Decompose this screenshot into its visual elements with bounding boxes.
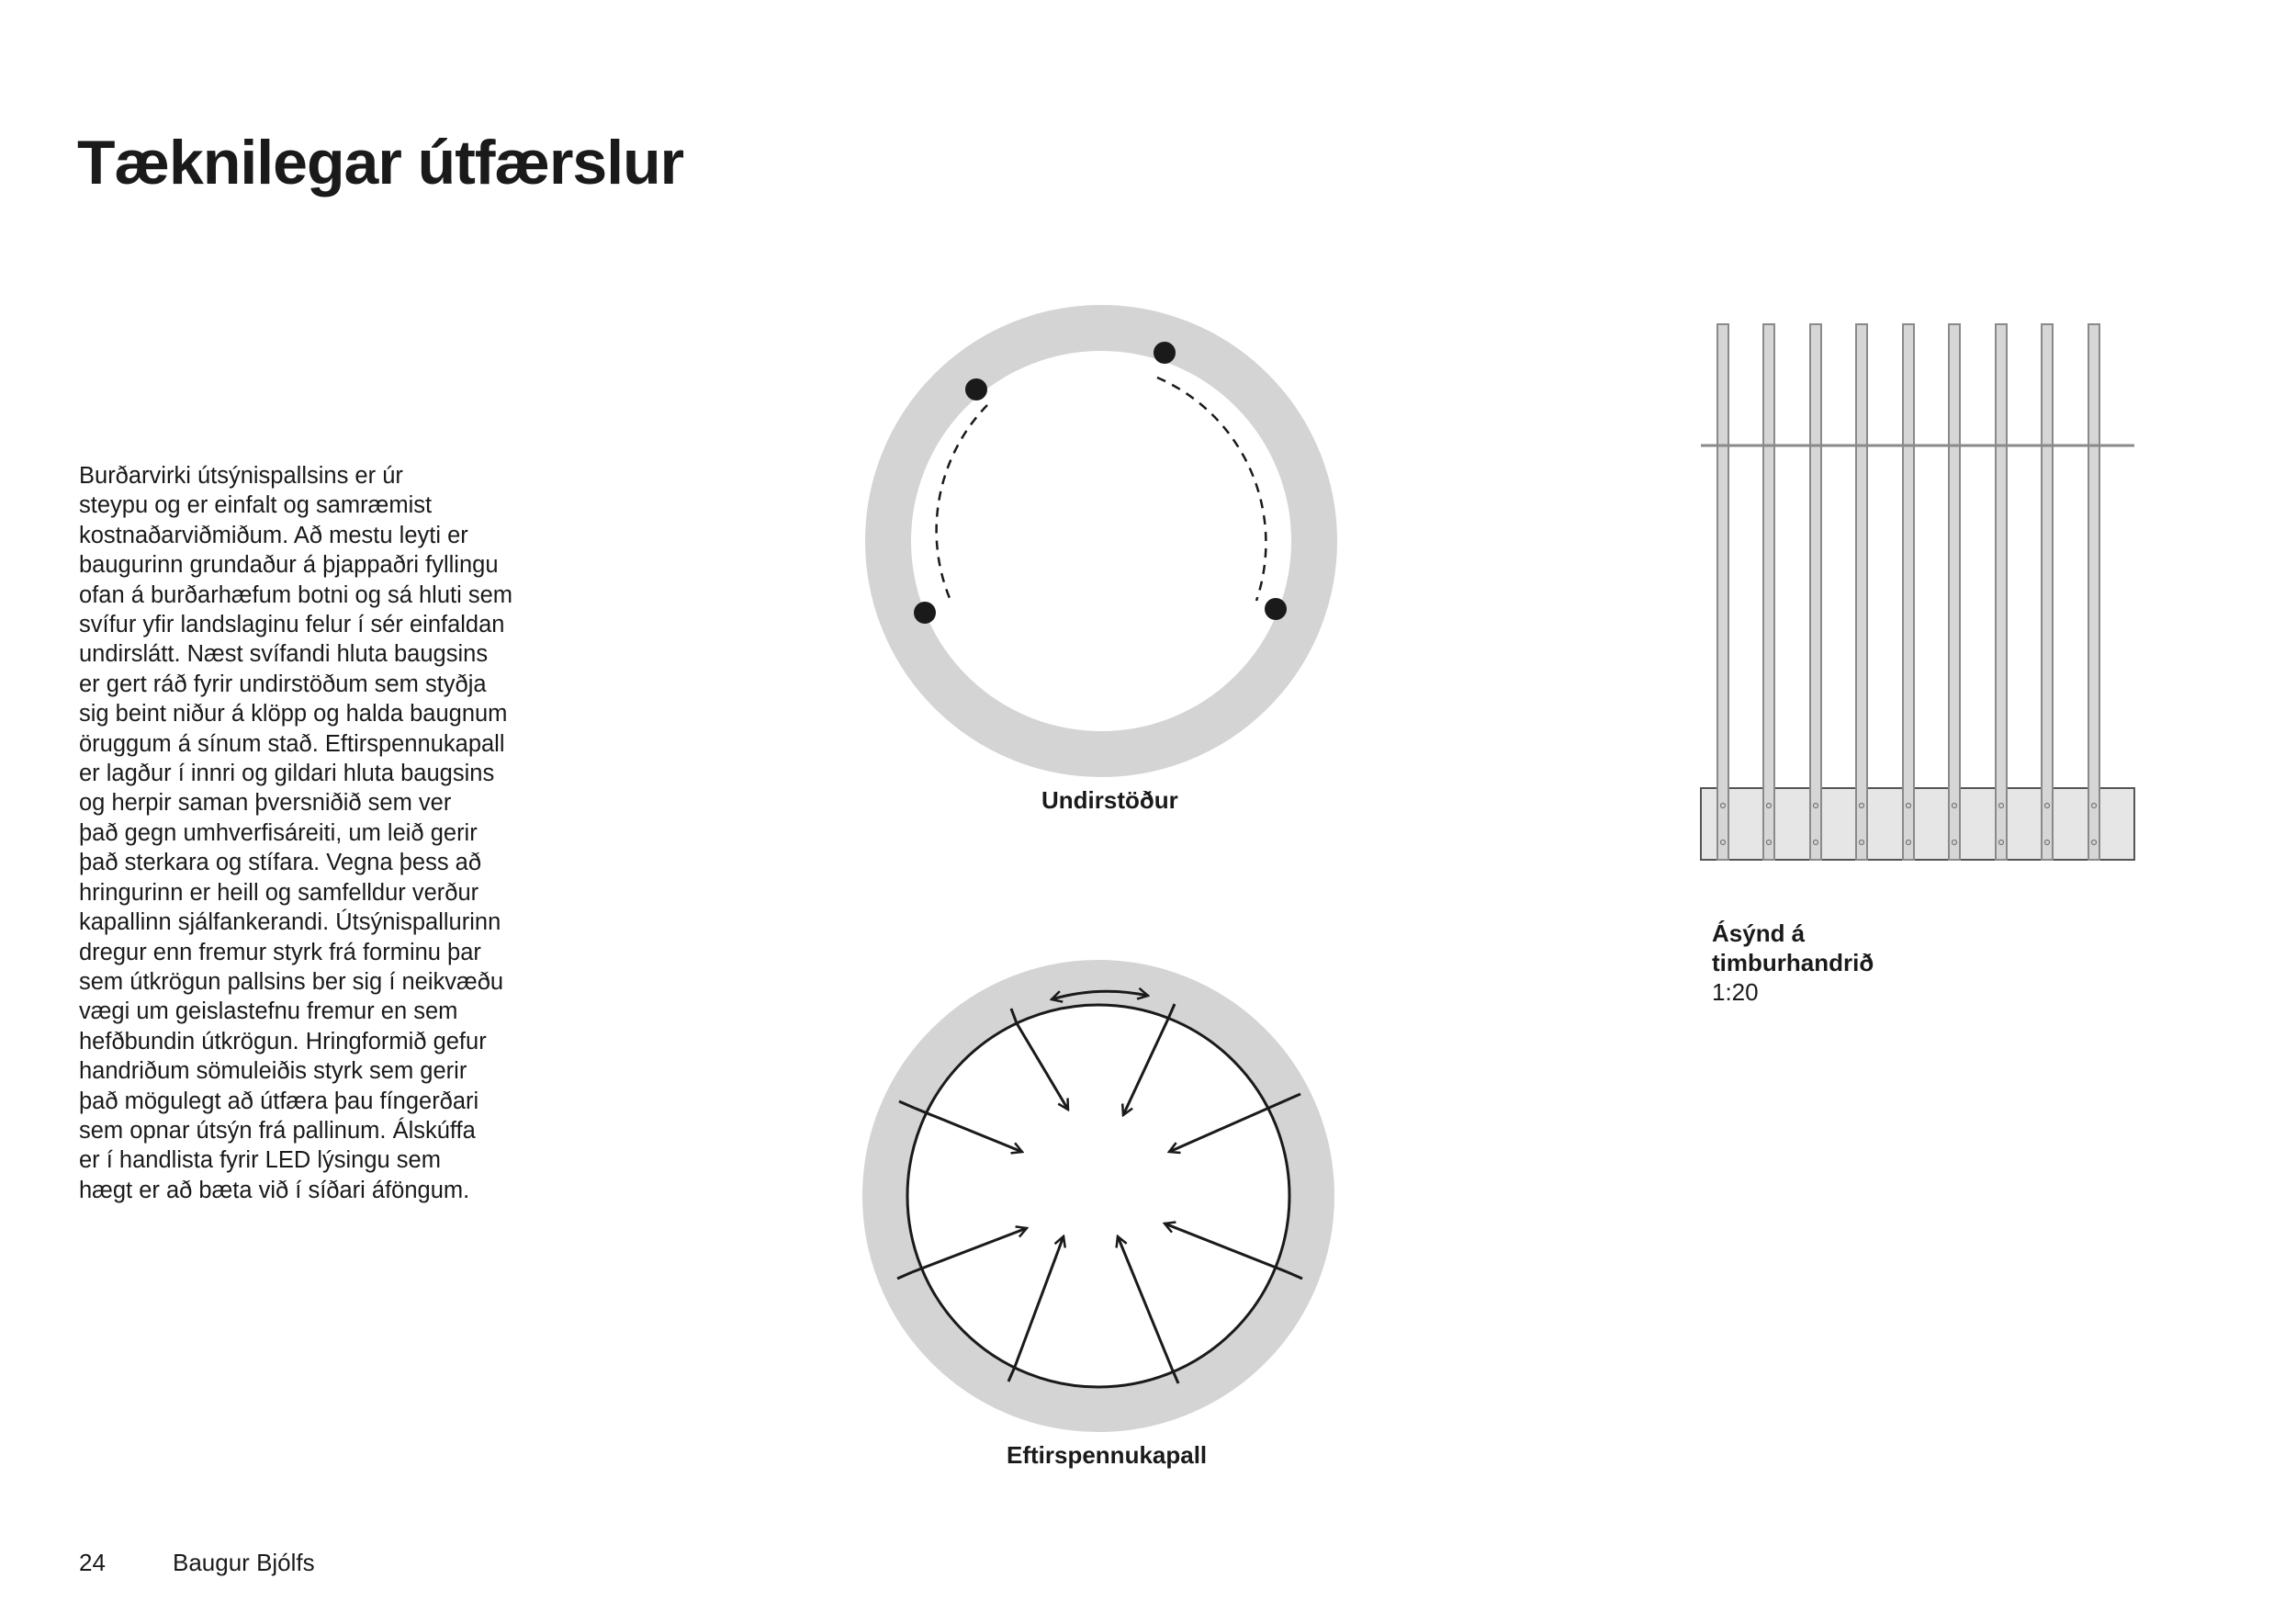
body-line: hefðbundin útkrögun. Hringformið gefur xyxy=(79,1028,487,1054)
force-arrow xyxy=(1015,1236,1064,1367)
railing-scale: 1:20 xyxy=(1712,978,1759,1006)
platform-ring xyxy=(888,328,1314,754)
railing-post xyxy=(1949,324,1960,860)
body-line: Burðarvirki útsýnispallsins er úr xyxy=(79,463,403,489)
body-line: vægi um geislastefnu fremur en sem xyxy=(79,998,458,1025)
force-arrow xyxy=(1118,1236,1172,1369)
body-line: það sterkara og stífara. Vegna þess að xyxy=(79,850,482,876)
publication-name: Baugur Bjólfs xyxy=(173,1549,315,1576)
railing-post xyxy=(2088,324,2099,860)
force-arrow xyxy=(1165,1224,1288,1272)
cable-caption: Eftirspennukapall xyxy=(1007,1441,1208,1469)
body-line: baugurinn grundaður á þjappaðri fyllingu xyxy=(79,552,499,579)
force-arrow xyxy=(912,1228,1027,1272)
cable-line xyxy=(907,1005,1289,1387)
railing-post xyxy=(1996,324,2007,860)
body-line: hringurinn er heill og samfelldur verður xyxy=(79,879,479,906)
support-point xyxy=(1154,342,1176,364)
force-arrow xyxy=(1169,1100,1286,1152)
railing-elevation xyxy=(1699,317,2158,868)
body-line: hægt er að bæta við í síðari áföngum. xyxy=(79,1177,470,1203)
railing-post xyxy=(1856,324,1867,860)
body-line: undirslátt. Næst svífandi hluta baugsins xyxy=(79,641,489,668)
page-title: Tæknilegar útfærslur xyxy=(77,128,684,197)
body-line: ofan á burðarhæfum botni og sá hluti sem xyxy=(79,581,513,608)
railing-post xyxy=(1717,324,1728,860)
body-line: dregur enn fremur styrk frá forminu þar xyxy=(79,939,481,965)
force-arrow xyxy=(1017,1023,1068,1110)
support-point xyxy=(1265,598,1287,620)
railing-post xyxy=(1810,324,1821,860)
span-dashed-left xyxy=(937,405,987,603)
body-line: og herpir saman þversniðið sem ver xyxy=(79,790,452,817)
body-line: steypu og er einfalt og samræmist xyxy=(79,492,433,519)
body-line: er í handlista fyrir LED lýsingu sem xyxy=(79,1147,441,1174)
body-line: svífur yfir landslaginu felur í sér einfaldan xyxy=(79,612,505,638)
supports-diagram xyxy=(863,303,1341,781)
page-number: 24 xyxy=(79,1549,106,1576)
railing-caption-line1: Ásýnd á xyxy=(1712,919,1806,947)
body-line: öruggum á sínum stað. Eftirspennukapall xyxy=(79,730,505,757)
body-line: það mögulegt að útfæra þau fíngerðari xyxy=(79,1088,479,1114)
body-line: er lagður í innri og gildari hluta baugsins xyxy=(79,761,495,787)
platform-ring xyxy=(885,983,1311,1409)
body-line: kostnaðarviðmiðum. Að mestu leyti er xyxy=(79,522,468,548)
body-line: það gegn umhverfisáreiti, um leið gerir xyxy=(79,819,478,846)
supports-caption: Undirstöður xyxy=(1041,786,1178,814)
body-line: kapallinn sjálfankerandi. Útsýnispallurinn xyxy=(79,909,501,936)
force-arrow xyxy=(1123,1019,1168,1115)
cable-diagram xyxy=(854,955,1341,1433)
railing-caption xyxy=(1712,919,1874,1007)
body-line: sem opnar útsýn frá pallinum. Álskúffa xyxy=(79,1117,476,1144)
railing-post xyxy=(1763,324,1774,860)
body-line: sem útkrögun pallsins ber sig í neikvæðu xyxy=(79,968,504,995)
body-line: sig beint niður á klöpp og halda baugnum xyxy=(79,701,508,727)
railing-post xyxy=(1903,324,1914,860)
support-point xyxy=(914,602,936,624)
railing-post xyxy=(2042,324,2053,860)
railing-posts xyxy=(1717,324,2099,860)
body-text xyxy=(79,461,575,1205)
force-arrow xyxy=(914,1108,1022,1152)
body-line: er gert ráð fyrir undirstöðum sem styðja xyxy=(79,671,487,697)
body-line: handriðum sömuleiðis styrk sem gerir xyxy=(79,1058,467,1085)
railing-caption-line2: timburhandrið xyxy=(1712,949,1874,976)
support-point xyxy=(965,378,987,400)
